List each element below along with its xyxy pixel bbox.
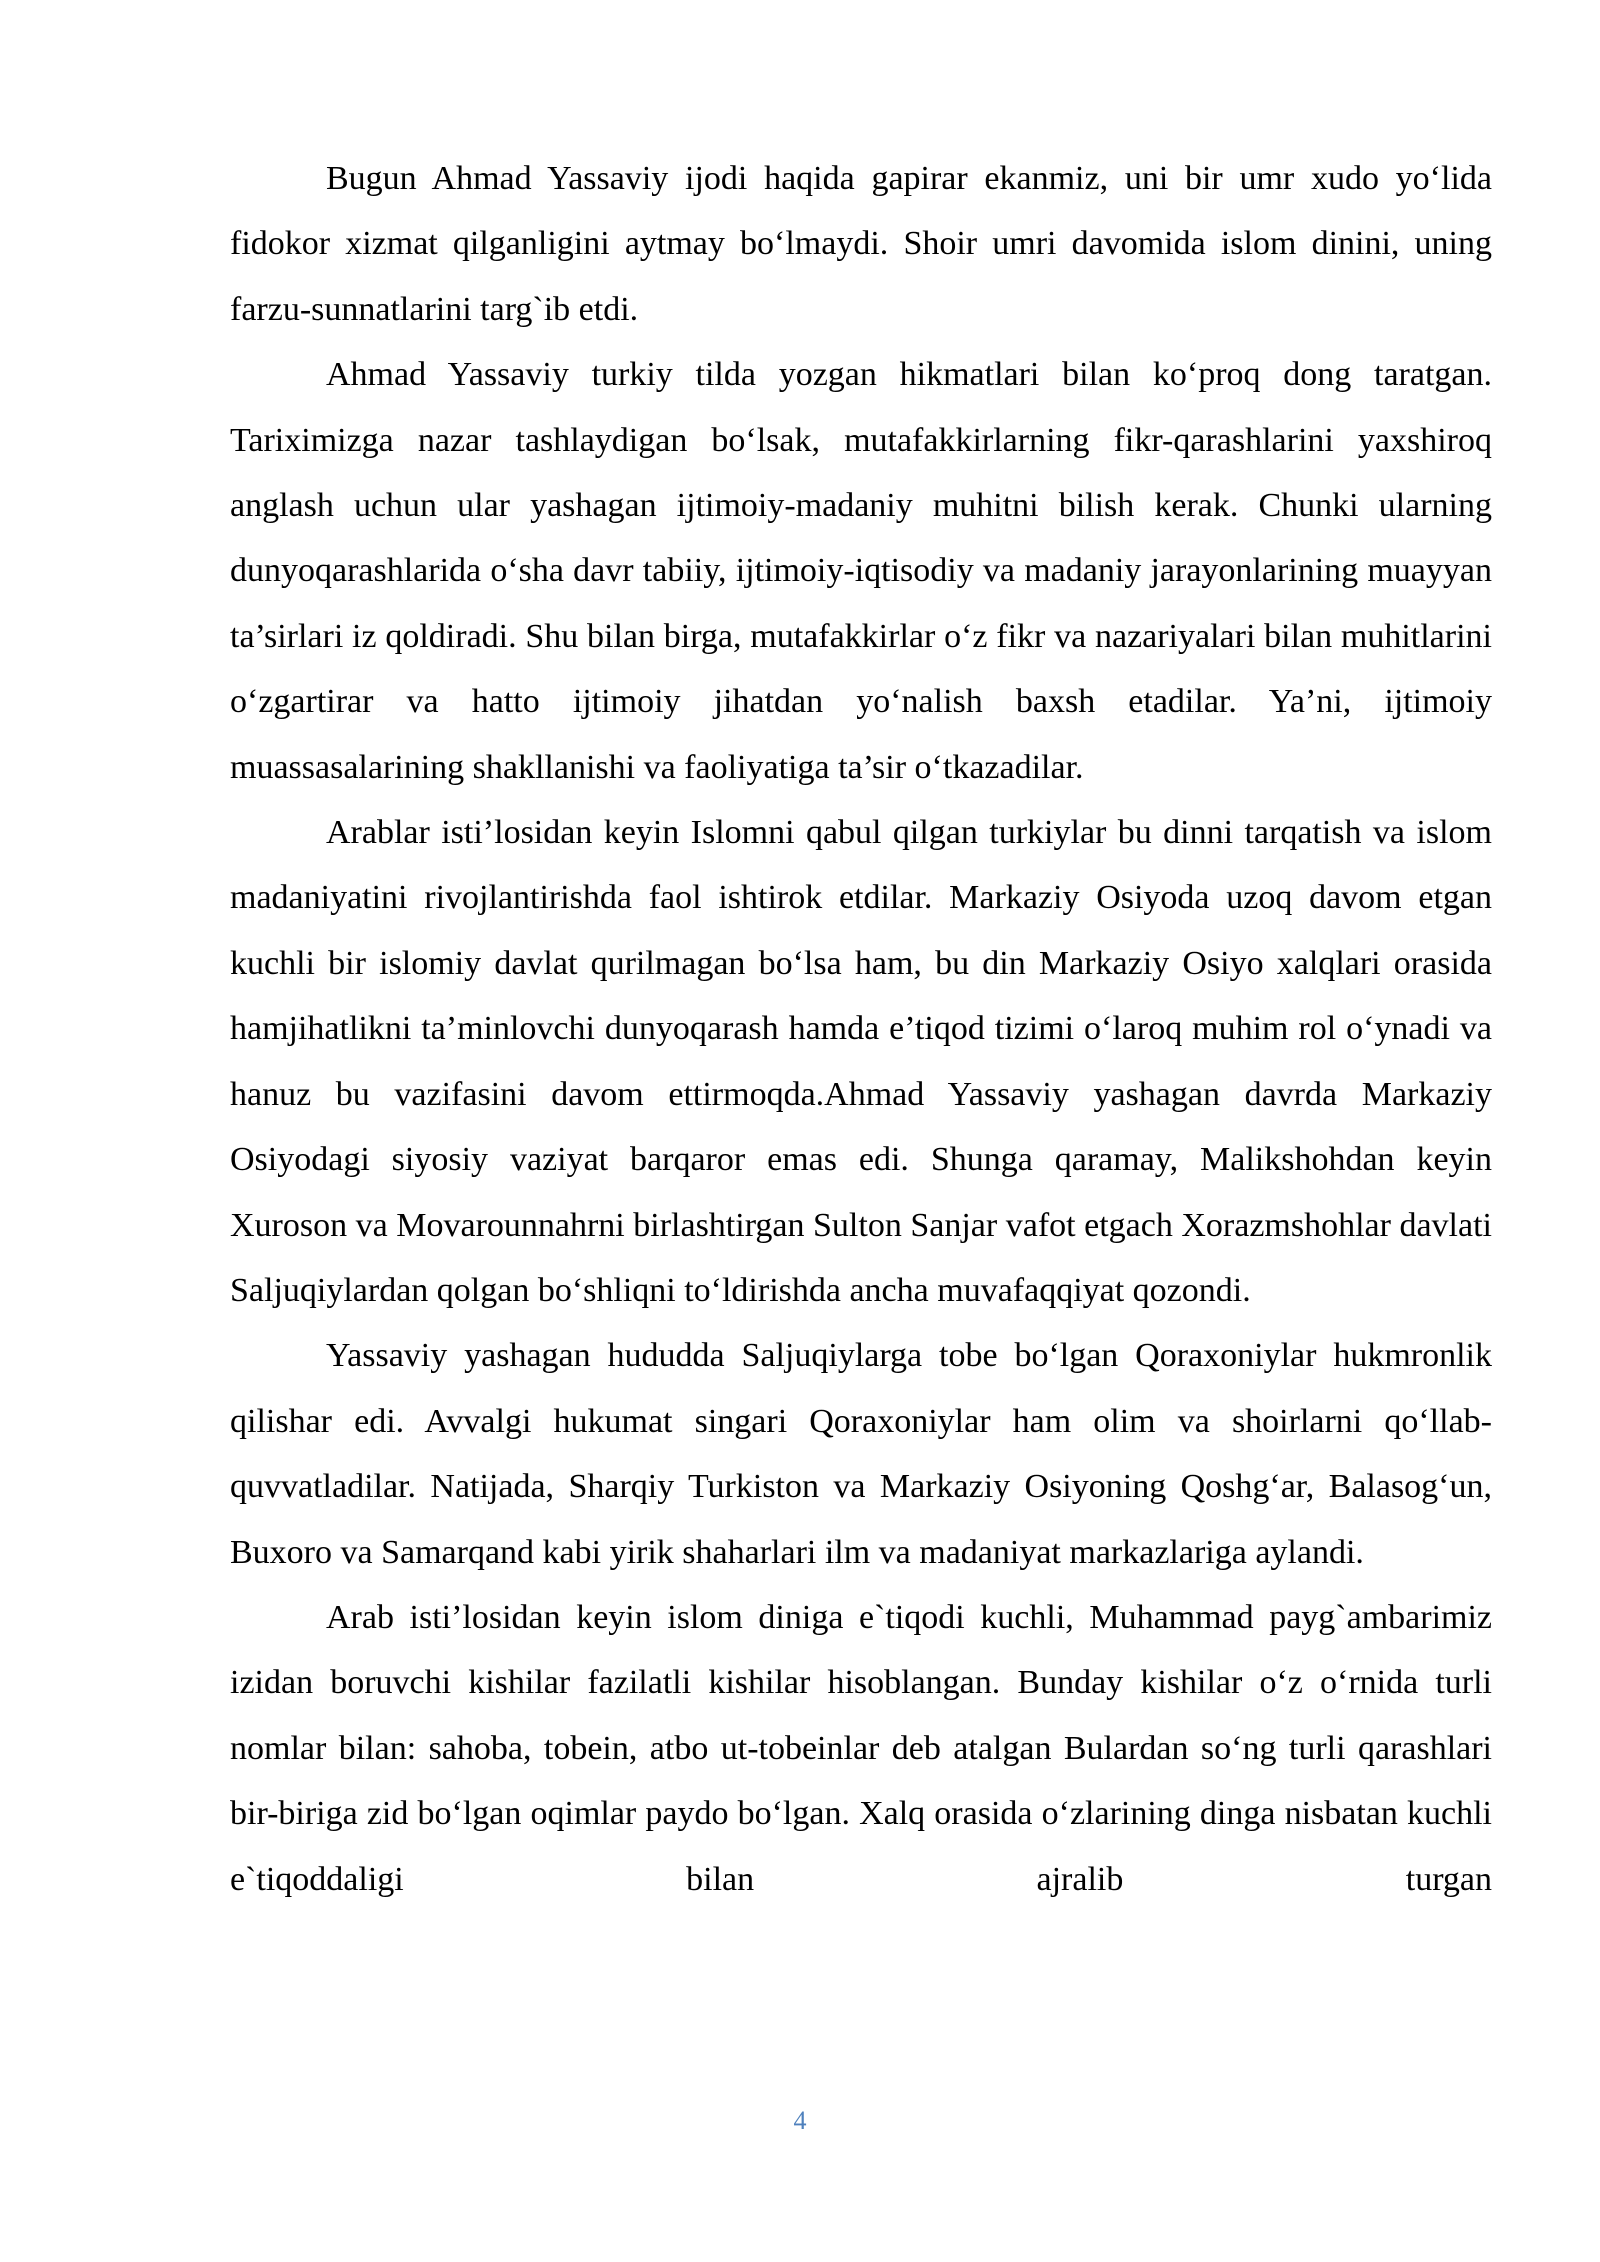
document-body xyxy=(230,146,1492,1912)
paragraph-1: Bugun Ahmad Yassaviy ijodi haqida gapirar ekanmiz, uni bir umr xudo yo‘lida fidokor xizmat qilganligini aytmay bo‘lmaydi. Shoir umri davomida islom dinini, uning farzu-sunnatlarini targ`ib etdi. xyxy=(230,160,1492,328)
paragraph-5: Arab isti’losidan keyin islom diniga e`tiqodi kuchli, Muhammad payg`ambarimiz izidan boruvchi kishilar fazilatli kishilar hisoblangan. Bunday kishilar o‘z o‘rnida turli nomlar bilan: sahoba, tobein, atbo ut-tobeinlar deb atalgan Bulardan so‘ng turli qarashlari bir-biriga zid bo‘lgan oqimlar paydo bo‘lgan. Xalq orasida o‘zlarining dinga nisbatan kuchli e`tiqoddaligi bilan ajralib turgan xyxy=(230,1598,1492,1898)
paragraph-4: Yassaviy yashagan hududda Saljuqiylarga tobe bo‘lgan Qoraxoniylar hukmronlik qilishar edi. Avvalgi hukumat singari Qoraxoniylar ham olim va shoirlarni qo‘llab-quvvatladilar. Natijada, Sharqiy Turkiston va Markaziy Osiyoning Qoshg‘ar, Balasog‘un, Buxoro va Samarqand kabi yirik shaharlari ilm va madaniyat markazlariga aylandi. xyxy=(230,1337,1492,1571)
paragraph-3: Arablar isti’losidan keyin Islomni qabul qilgan turkiylar bu dinni tarqatish va islom madaniyatini rivojlantirishda faol ishtirok etdilar. Markaziy Osiyoda uzoq davom etgan kuchli bir islomiy davlat qurilmagan bo‘lsa ham, bu din Markaziy Osiyo xalqlari orasida hamjihatlikni ta’minlovchi dunyoqarash hamda e’tiqod tizimi o‘laroq muhim rol o‘ynadi va hanuz bu vazifasini davom ettirmoqda.Ahmad Yassaviy yashagan davrda Markaziy Osiyodagi siyosiy vaziyat barqaror emas edi. Shunga qaramay, Malikshohdan keyin Xuroson va Movarounnahrni birlashtirgan Sulton Sanjar vafot etgach Xorazmshohlar davlati Saljuqiylardan qolgan bo‘shliqni to‘ldirishda ancha muvafaqqiyat qozondi. xyxy=(230,814,1492,1309)
page-number: 4 xyxy=(793,2106,807,2135)
paragraph-2: Ahmad Yassaviy turkiy tilda yozgan hikmatlari bilan ko‘proq dong taratgan. Tariximizga nazar tashlaydigan bo‘lsak, mutafakkirlarning fikr-qarashlarini yaxshiroq anglash uchun ular yashagan ijtimoiy-madaniy muhitni bilish kerak. Chunki ularning dunyoqarashlarida o‘sha davr tabiiy, ijtimoiy-iqtisodiy va madaniy jarayonlarining muayyan ta’sirlari iz qoldiradi. Shu bilan birga, mutafakkirlar o‘z fikr va nazariyalari bilan muhitlarini o‘zgartirar va hatto ijtimoiy jihatdan yo‘nalish baxsh etadilar. Ya’ni, ijtimoiy muassasalarining shakllanishi va faoliyatiga ta’sir o‘tkazadilar. xyxy=(230,356,1492,786)
